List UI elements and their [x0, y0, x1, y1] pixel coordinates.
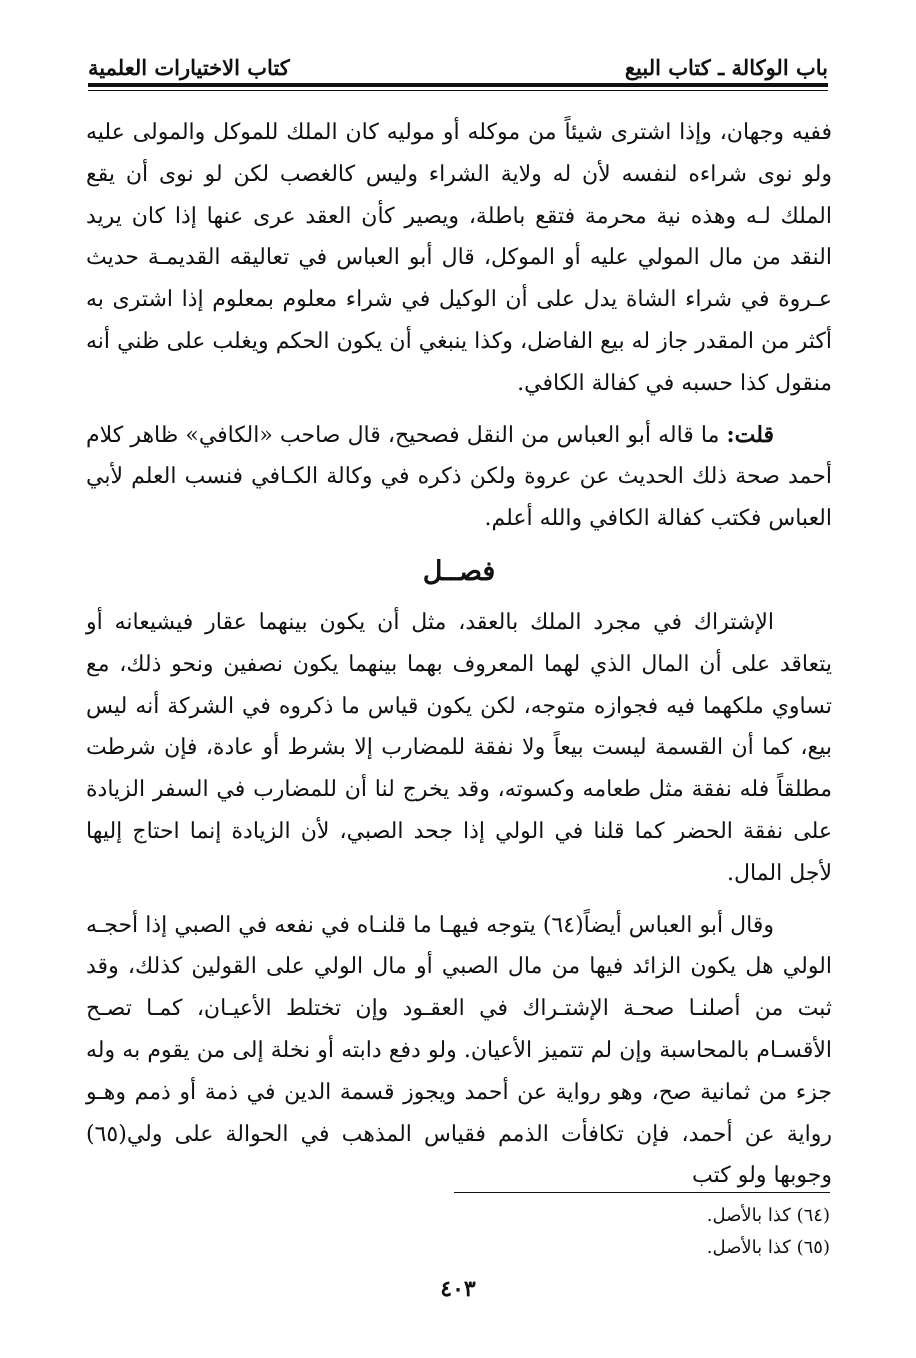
- paragraph-3: الإشتراك في مجرد الملك بالعقد، مثل أن يكون بينهما عقار فيشيعانه أو يتعاقد على أن المال الذي لهما المعروف بهما بينهما يكون نصفين ونحو ذلك، مع تساوي ملكهما فيه فجوازه متوجه، لكن يكون قياس ما ذكروه في الشركة أنه ليس بيع، كما أن القسمة ليست بيعاً ولا نفقة للمضارب إلا بشرط أو عادة، فإن شرطت مطلقاً فله نفقة مثل طعامه وكسوته، وقد يخرج لنا أن للمضارب في السفر الزيادة على نفقة الحضر كما قلنا في الولي إذا جحد الصبي، لأن الزيادة إنما احتاج إليها لأجل المال.: [86, 609, 832, 886]
- footnote-separator: [454, 1192, 830, 1193]
- section-heading: فصــل: [422, 555, 496, 587]
- paragraph-2-label: قلت:: [726, 421, 774, 448]
- header-book-title: كتاب الاختيارات العلمية: [88, 55, 290, 80]
- running-header: [88, 40, 828, 80]
- footnote-65: (٦٥) كذا بالأصل.: [706, 1237, 830, 1258]
- main-text: [86, 112, 832, 1207]
- footnote-64: (٦٤) كذا بالأصل.: [706, 1205, 830, 1226]
- header-rule-thick: [88, 83, 828, 87]
- paragraph-4: وقال أبو العباس أيضاً(٦٤) يتوجه فيهـا ما قلنـاه في نفعه في الصبي إذا أحجـه الولي هل يكون الزائد فيها من مال الصبي أو مال الولي على القولين كذلك، وقد ثبت من أصلنـا صحـة الإشتـراك في العقـود وإن تختلط الأعيـان، كمـا تصـح الأقسـام بالمحاسبة وإن لم تتميز الأعيان. ولو دفع دابته أو نخلة إلى من يقوم به وله جزء من ثمانية صح، وهو رواية عن أحمد ويجوز قسمة الدين في ذمة أو ذمم وهـو رواية عن أحمد، فإن تكافأت الذمم فقياس المذهب في الحوالة على ولي(٦٥) وجوبها ولو كتب: [86, 912, 832, 1189]
- paragraph-2: [86, 415, 832, 540]
- footnotes: [88, 1200, 830, 1264]
- header-rule-thin: [88, 90, 828, 91]
- paragraph-1: ففيه وجهان، وإذا اشترى شيئاً من موكله أو موليه كان الملك للموكل والمولى عليه ولو نوى شراءه لنفسه لأن له ولاية الشراء وليس كالغصب لكن لو نوى أن يقع الملك لـه وهذه نية محرمة فتقع باطلة، ويصير كأن العقد عرى عنها إذا كان يريد النقد من مال المولي عليه أو الموكل، قال أبو العباس في تعاليقه القديمـة حديث عـروة في شراء الشاة يدل على أن الوكيل في شراء معلوم بمعلوم إذا اشترى به أكثر من المقدر جاز له بيع الفاضل، وكذا ينبغي أن يكون الحكم ويغلب على ظني أنه منقول كذا حسبه في كفالة الكافي.: [86, 120, 832, 396]
- page-number: ٤٠٣: [440, 1276, 476, 1302]
- paragraph-2-text: ما قاله أبو العباس من النقل فصحيح، قال صاحب «الكافي» ظاهر كلام أحمد صحة ذلك الحديث عن عروة ولكن ذكره في وكالة الكـافي فنسب العلم لأبي العباس فكتب كفالة الكافي والله أعلم.: [86, 422, 832, 532]
- header-chapter-title: باب الوكالة ـ كتاب البيع: [624, 55, 828, 80]
